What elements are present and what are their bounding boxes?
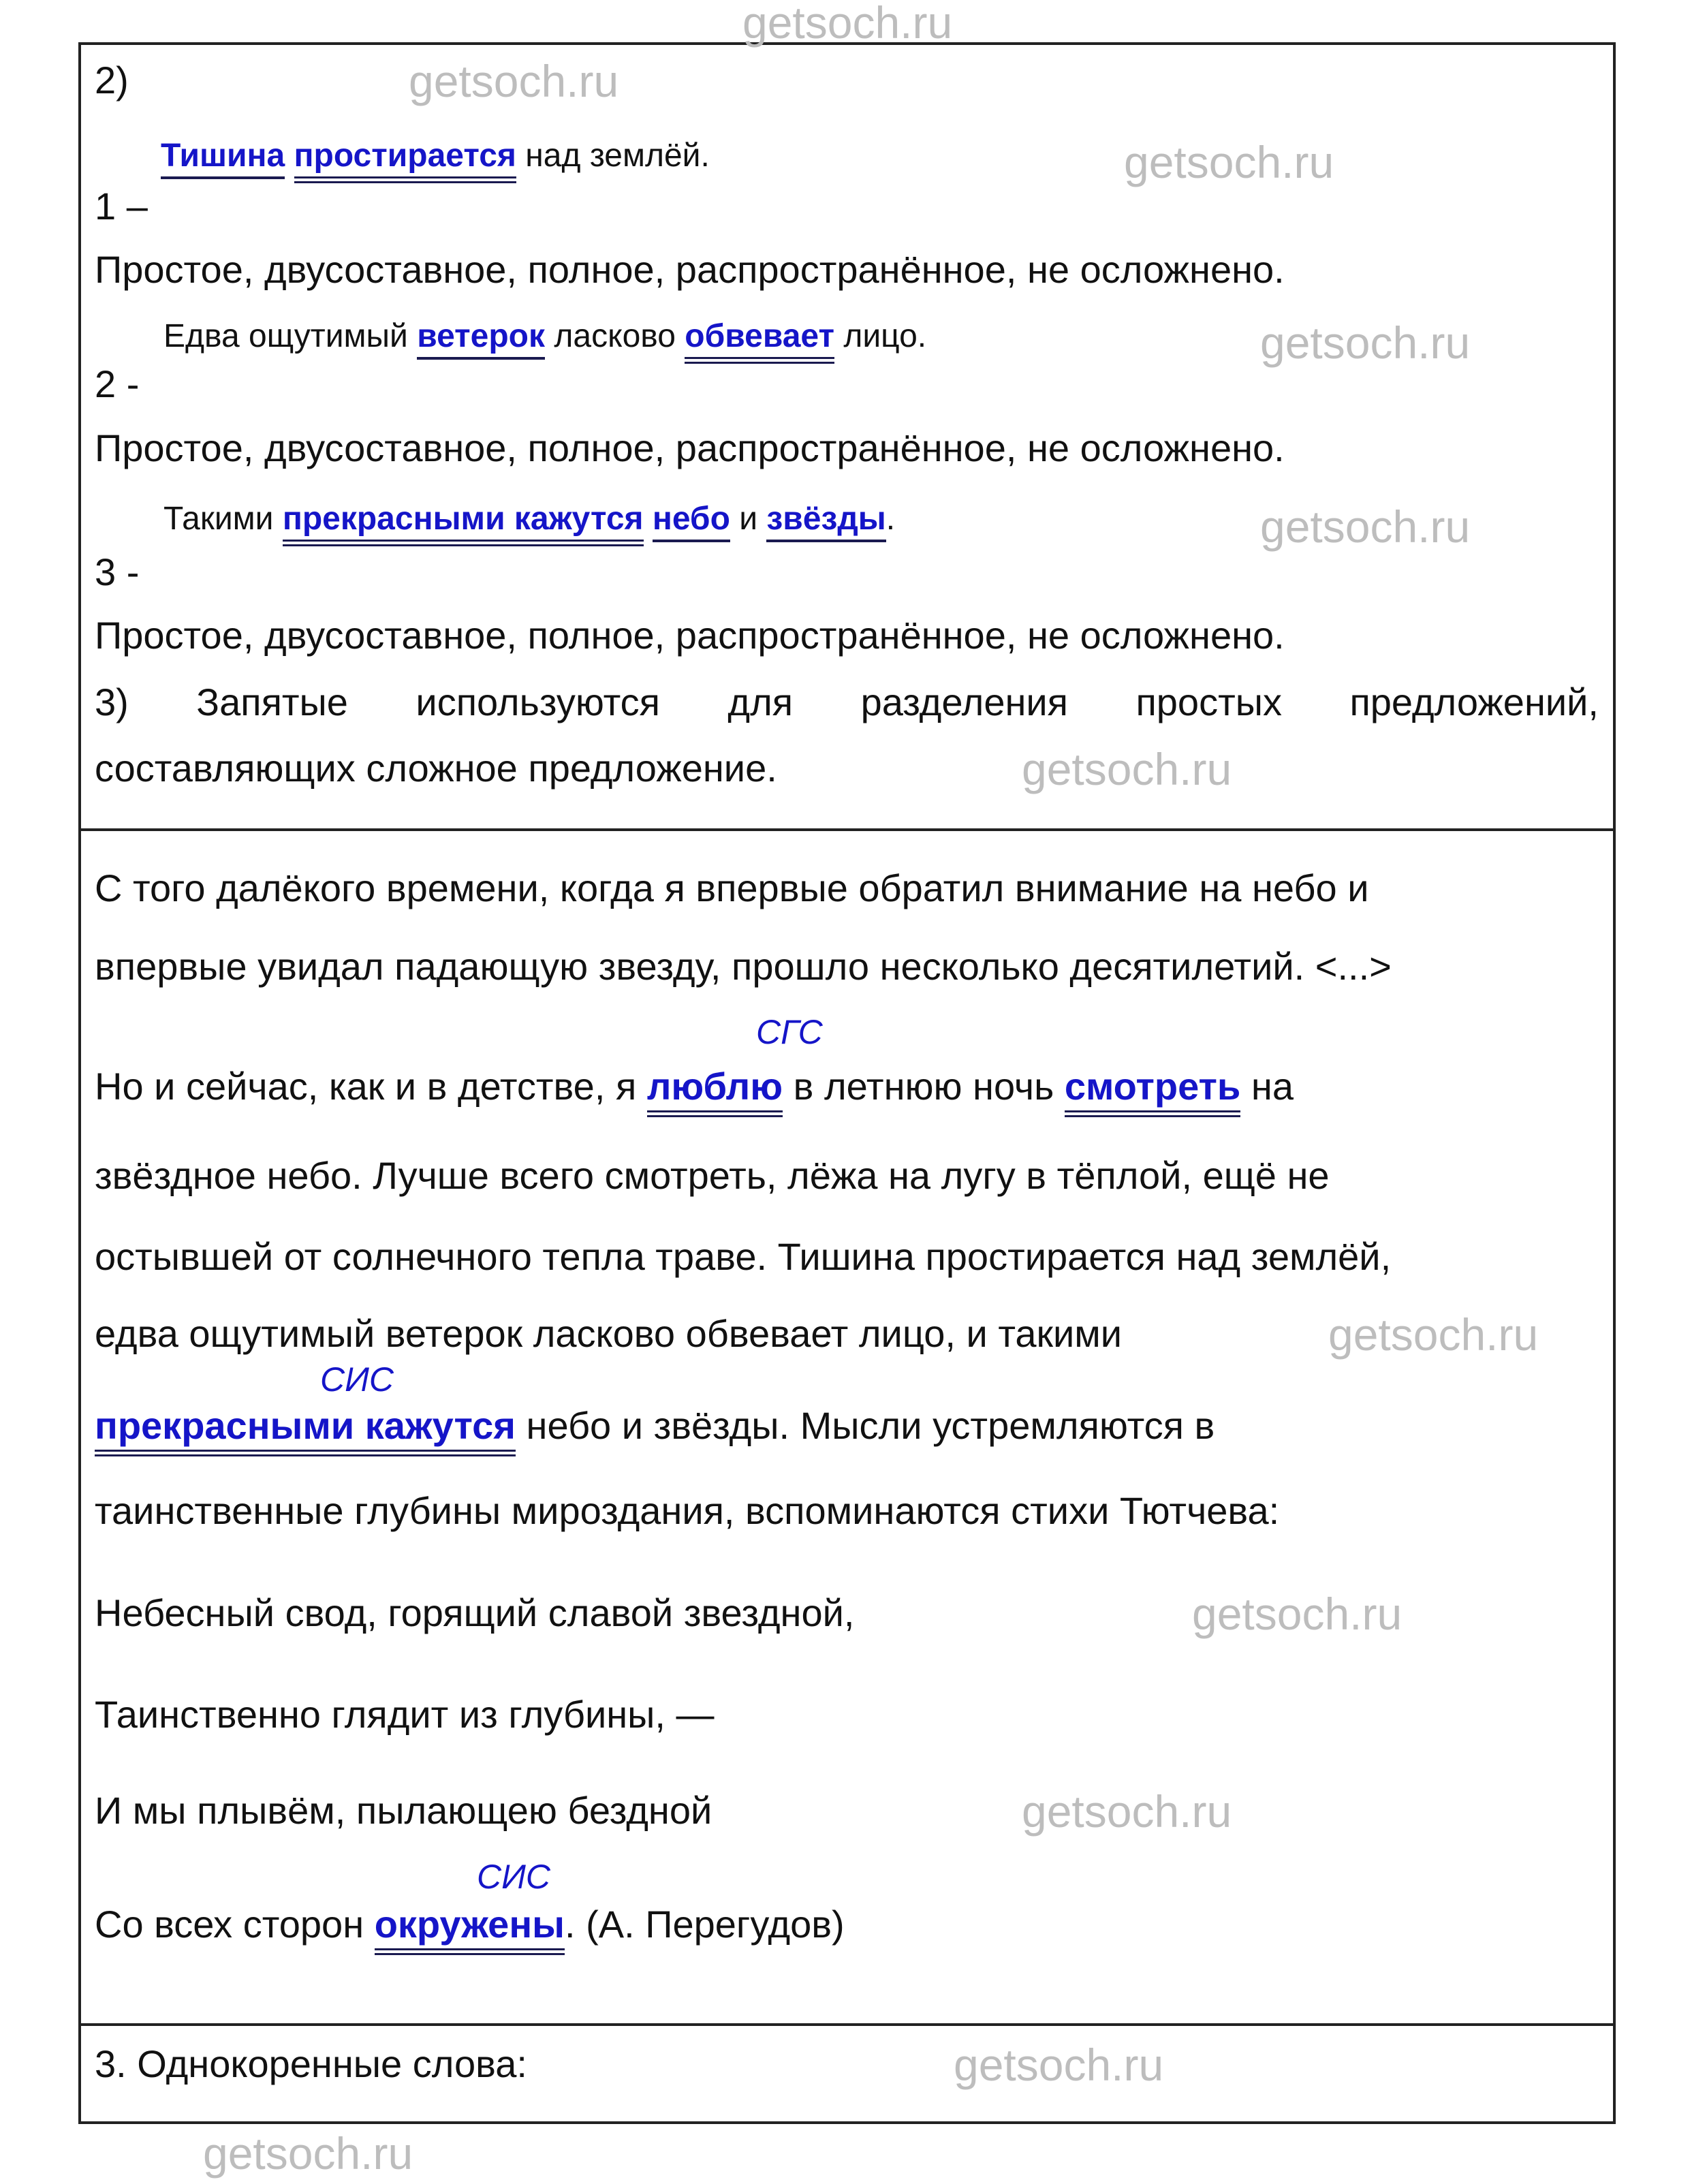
watermark: getsoch.ru [1022, 1786, 1232, 1837]
watermark: getsoch.ru [1328, 1309, 1539, 1360]
predicate: простирается [294, 138, 516, 183]
text-line: таинственные глубины мироздания, вспоминаются стихи Тютчева: [95, 1489, 1280, 1532]
subject: небо [653, 501, 730, 542]
predicate: люблю [647, 1065, 783, 1117]
poem-line: Небесный свод, горящий славой звездной, [95, 1591, 855, 1634]
row-divider [78, 828, 1616, 831]
sentence-text: лицо. [843, 318, 927, 354]
watermark: getsoch.ru [203, 2128, 413, 2179]
watermark: getsoch.ru [1022, 744, 1232, 794]
watermark: getsoch.ru [1192, 1589, 1403, 1639]
text-line: едва ощутимый ветерок ласково обвевает лицо, и такими [95, 1312, 1123, 1355]
sentence-2 [163, 320, 926, 353]
sentence-text: . [886, 501, 896, 537]
note-line: составляющих сложное предложение. [95, 747, 777, 790]
text: . (А. Перегудов) [564, 1903, 845, 1946]
subject: ветерок [417, 318, 545, 360]
sentence-text: ласково [554, 318, 676, 354]
text-line: впервые увидал падающую звезду, прошло несколько десятилетий. <...> [95, 945, 1392, 988]
text: Но и сейчас, как и в детстве, я [95, 1065, 637, 1108]
watermark: getsoch.ru [1260, 501, 1471, 552]
text-line: С того далёкого времени, когда я впервые обратил внимание на небо и [95, 867, 1369, 909]
watermark: getsoch.ru [1260, 317, 1471, 368]
watermark: getsoch.ru [954, 2040, 1164, 2090]
text: в летнюю ночь [793, 1065, 1054, 1108]
analysis-3: Простое, двусоставное, полное, распространённое, не осложнено. [95, 614, 1285, 657]
predicate: прекрасными кажутся [95, 1404, 516, 1456]
row-divider [78, 2023, 1616, 2026]
sentence-type-label: СГС [756, 1013, 823, 1051]
sentence-3 [163, 503, 895, 535]
poem-line: И мы плывём, пылающею бездной [95, 1789, 712, 1832]
sentence-type-label: СИС [320, 1360, 394, 1399]
sentence-text: и [739, 501, 758, 537]
predicate: окружены [375, 1903, 565, 1955]
section-heading: 2) [95, 59, 129, 102]
item-number: 1 – [95, 185, 148, 228]
sentence-text: Такими [163, 501, 274, 537]
poem-line: Таинственно глядит из глубины, — [95, 1693, 715, 1736]
sentence-1 [161, 140, 710, 172]
poem-line [95, 1905, 845, 1944]
predicate: обвевает [685, 318, 834, 364]
text-line [95, 1067, 1294, 1106]
sentence-text: Едва ощутимый [163, 318, 408, 354]
analysis-1: Простое, двусоставное, полное, распространённое, не осложнено. [95, 248, 1285, 291]
text: на [1251, 1065, 1294, 1108]
subject: Тишина [161, 138, 285, 179]
text-line [95, 1404, 1215, 1447]
item-number: 3 - [95, 550, 140, 593]
cell3-text: 3. Однокоренные слова: [95, 2042, 527, 2085]
text: небо и звёзды. Мысли устремляются в [526, 1404, 1215, 1447]
text-line: звёздное небо. Лучше всего смотреть, лёжа на лугу в тёплой, ещё не [95, 1154, 1330, 1197]
text: Со всех сторон [95, 1903, 364, 1946]
text-line: остывшей от солнечного тепла траве. Тишина простирается над землёй, [95, 1235, 1392, 1278]
sentence-rest: над землёй. [525, 138, 710, 174]
note-line: 3) Запятые используются для разделения простых предложений, [95, 681, 1599, 723]
sentence-type-label: СИС [477, 1858, 550, 1896]
predicate: смотреть [1065, 1065, 1241, 1117]
analysis-2: Простое, двусоставное, полное, распространённое, не осложнено. [95, 426, 1285, 469]
watermark: getsoch.ru [742, 0, 953, 48]
subject: звёзды [766, 501, 886, 542]
item-number: 2 - [95, 362, 140, 405]
watermark: getsoch.ru [1124, 137, 1334, 187]
predicate: прекрасными кажутся [283, 501, 644, 546]
watermark: getsoch.ru [409, 56, 619, 106]
